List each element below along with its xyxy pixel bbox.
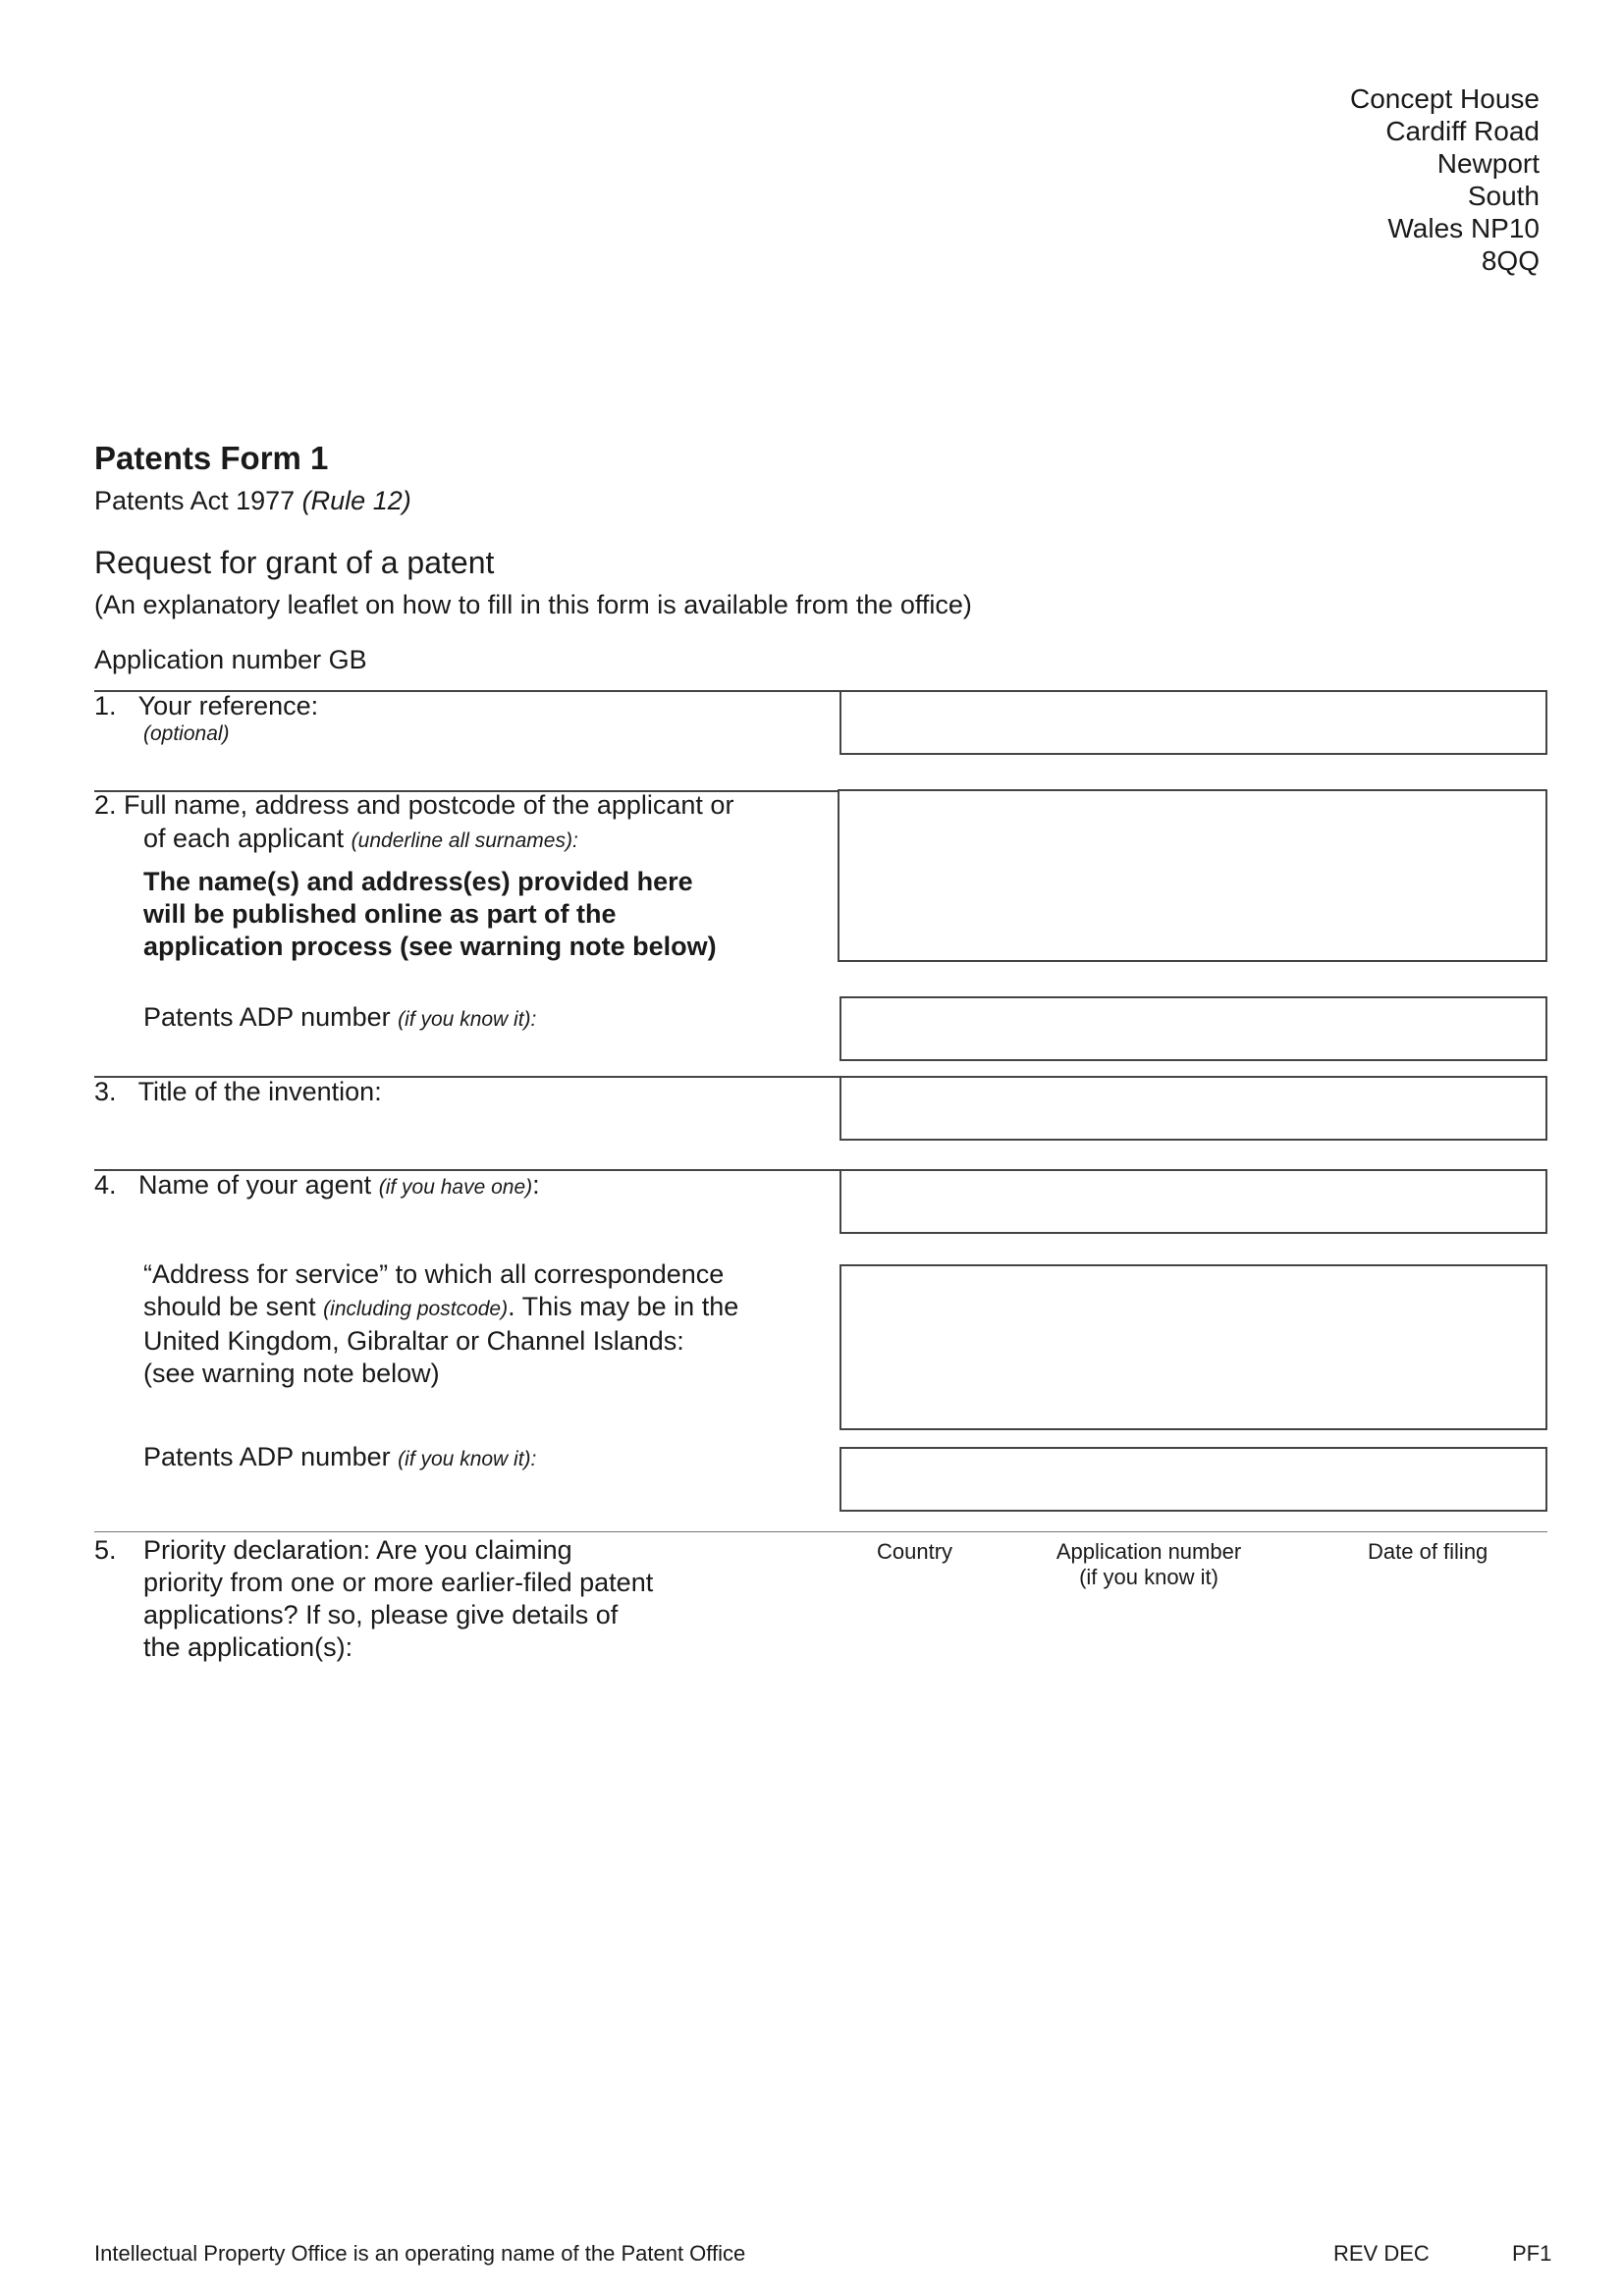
- rule-ref: (Rule 12): [301, 486, 411, 515]
- col-appnum-text: Application number: [1056, 1539, 1242, 1564]
- afs-note: (including postcode): [323, 1298, 509, 1320]
- q2-text: Full name, address and postcode of the applicant or: [124, 790, 734, 820]
- q3-text: Title of the invention:: [137, 1077, 382, 1106]
- address-line: 8QQ: [1481, 245, 1540, 276]
- application-number-text: Application number: [94, 645, 322, 674]
- afs-text-cont: . This may be in the: [508, 1292, 739, 1321]
- q2-adp-note: (if you know it):: [398, 1008, 537, 1031]
- q5-line: applications? If so, please give details of: [143, 1600, 619, 1629]
- office-address: [1350, 82, 1540, 277]
- q4-note: (if you have one): [378, 1176, 533, 1199]
- afs-text: should be sent: [143, 1292, 316, 1321]
- address-for-service-field[interactable]: [839, 1264, 1547, 1430]
- q4-text: Name of your agent: [138, 1170, 372, 1200]
- q4-label: [94, 1169, 540, 1203]
- q4-adp-note: (if you know it):: [398, 1448, 537, 1470]
- col-appnum-note: (if you know it): [1079, 1565, 1218, 1589]
- revision-label: REV DEC: [1333, 2241, 1430, 2266]
- q1-label: [94, 690, 318, 722]
- q5-line: the application(s):: [143, 1632, 353, 1662]
- request-title: Request for grant of a patent: [94, 545, 495, 580]
- application-number-label: [94, 644, 367, 676]
- q2-warning-line: The name(s) and address(es) provided here: [143, 867, 693, 896]
- col-application-number: [1041, 1539, 1257, 1590]
- q2-warning-line: application process (see warning note below): [143, 932, 717, 961]
- section-divider: [94, 1531, 1547, 1532]
- agent-name-field[interactable]: [839, 1169, 1547, 1234]
- application-number-prefix: GB: [328, 645, 367, 674]
- q3-label: [94, 1076, 382, 1108]
- form-code: PF1: [1512, 2241, 1552, 2266]
- applicant-name-address-field[interactable]: [838, 789, 1547, 962]
- q2-warning: [143, 866, 717, 963]
- footer-note: Intellectual Property Office is an operating name of the Patent Office: [94, 2241, 746, 2266]
- q2-adp-label: [143, 1001, 536, 1036]
- afs-line: “Address for service” to which all correspondence: [143, 1259, 725, 1289]
- applicant-adp-number-field[interactable]: [839, 996, 1547, 1061]
- q4-colon: :: [532, 1170, 540, 1200]
- q2-note: (underline all surnames):: [351, 829, 578, 852]
- address-line: Cardiff Road: [1385, 116, 1540, 146]
- act-line: [94, 485, 411, 517]
- afs-line: (see warning note below): [143, 1359, 440, 1388]
- q2-label: [94, 789, 733, 822]
- q4-adp-text: Patents ADP number: [143, 1442, 391, 1471]
- q2-number: 2.: [94, 790, 117, 820]
- your-reference-field[interactable]: [839, 690, 1547, 755]
- address-line: Wales NP10: [1387, 213, 1540, 243]
- address-for-service-label: [143, 1258, 738, 1390]
- afs-line-2: [143, 1291, 738, 1325]
- q1-note: (optional): [143, 722, 230, 745]
- q1-text: Your reference:: [137, 691, 319, 721]
- q2-label-line2: [143, 823, 578, 857]
- q2-text-2: of each applicant: [143, 824, 345, 853]
- q3-number: 3.: [94, 1077, 117, 1106]
- address-line: Newport: [1436, 148, 1540, 179]
- q5-line: Priority declaration: Are you claiming: [143, 1535, 572, 1565]
- col-country: Country: [877, 1539, 953, 1564]
- q5-line: priority from one or more earlier-filed patent: [143, 1568, 654, 1597]
- q2-warning-line: will be published online as part of the: [143, 899, 617, 929]
- agent-adp-number-field[interactable]: [839, 1447, 1547, 1512]
- act-name: Patents Act 1977: [94, 486, 296, 515]
- explanatory-note: (An explanatory leaflet on how to fill in this form is available from the office): [94, 590, 972, 619]
- address-line: Concept House: [1349, 83, 1540, 114]
- q4-adp-label: [143, 1441, 536, 1475]
- q5-label: [143, 1534, 653, 1664]
- q4-number: 4.: [94, 1170, 117, 1200]
- q1-number: 1.: [94, 691, 117, 721]
- address-line: South: [1467, 181, 1540, 211]
- col-date-of-filing: Date of filing: [1368, 1539, 1489, 1564]
- q2-adp-text: Patents ADP number: [143, 1002, 391, 1032]
- q5-number: 5.: [94, 1535, 117, 1565]
- invention-title-field[interactable]: [839, 1076, 1547, 1141]
- afs-line: United Kingdom, Gibraltar or Channel Islands:: [143, 1326, 684, 1356]
- form-title: Patents Form 1: [94, 440, 329, 476]
